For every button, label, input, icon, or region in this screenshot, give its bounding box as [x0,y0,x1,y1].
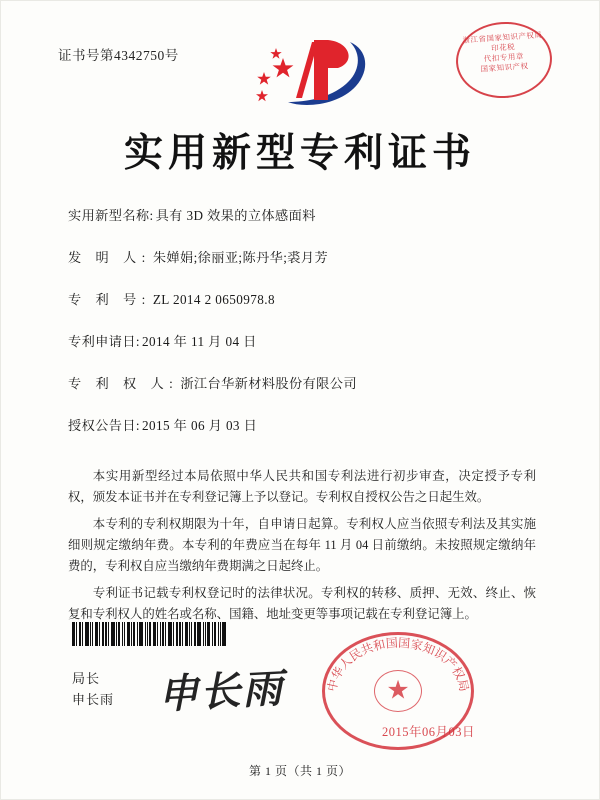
field-utility-model-name [68,205,538,224]
paragraph-2: 本专利的专利权期限为十年，自申请日起算。专利权人应当依照专利法及其实施细则规定缴纳年费。本专利的年费应当在每年 11 月 04 日前缴纳。未按照规定缴纳年费的，专利权自应当缴纳年费期满之日起终止。 [68,517,536,573]
seal-line-1: 浙江省国家知识产权局 [462,30,543,45]
certificate-number: 证书号第4342750号 [58,48,179,63]
svg-text:中华人民共和国国家知识产权局: 中华人民共和国国家知识产权局 [324,635,472,693]
field-label: 授权公告日: [68,418,141,433]
field-label: 专 利 权 人: [68,376,179,391]
field-application-date [68,331,538,350]
seal-line-4: 国家知识产权 [480,61,529,74]
legal-text-block [68,466,536,631]
cnipa-logo-icon [228,28,378,110]
field-value: 具有 3D 效果的立体感面料 [155,208,316,223]
seal-line-3: 代扣专用章 [483,51,525,64]
director-title: 局长 [72,671,101,686]
field-value: 2015 年 06 月 03 日 [142,418,258,433]
tax-stamp-seal [456,22,552,98]
field-patent-number [68,289,538,308]
page-footer: 第 1 页（共 1 页） [248,764,351,778]
field-label: 发 明 人: [68,250,151,265]
field-value: ZL 2014 2 0650978.8 [152,292,275,307]
director-label [72,668,114,710]
field-inventor [68,247,538,266]
seal-text [453,19,554,102]
page-title: 实用新型专利证书 [123,132,476,175]
director-signature: 申长雨 [157,665,286,718]
field-patentee [68,373,538,392]
field-list [68,205,538,457]
seal-line-2: 印花税 [490,42,516,53]
field-label: 实用新型名称: [68,208,154,223]
seal-star-icon: ★ [386,675,410,705]
paragraph-3: 专利证书记载专利权登记时的法律状况。专利权的转移、质押、无效、终止、恢复和专利权人的姓名或名称、国籍、地址变更等事项记载在专利登记簿上。 [68,586,536,621]
field-value: 朱婵娟;徐丽亚;陈丹华;裘月芳 [152,250,329,265]
field-grant-announcement-date [68,415,538,434]
director-name: 申长雨 [72,692,115,707]
field-value: 2014 年 11 月 04 日 [142,334,257,349]
seal-date: 2015年06月03日 [382,725,476,739]
field-value: 浙江台华新材料股份有限公司 [180,376,357,391]
field-label: 专利申请日: [68,334,141,349]
barcode [72,622,262,646]
paragraph-1: 本实用新型经过本局依照中华人民共和国专利法进行初步审查，决定授予专利权，颁发本证书并在专利登记簿上予以登记。专利权自授权公告之日起生效。 [68,469,536,504]
field-label: 专 利 号: [68,292,151,307]
